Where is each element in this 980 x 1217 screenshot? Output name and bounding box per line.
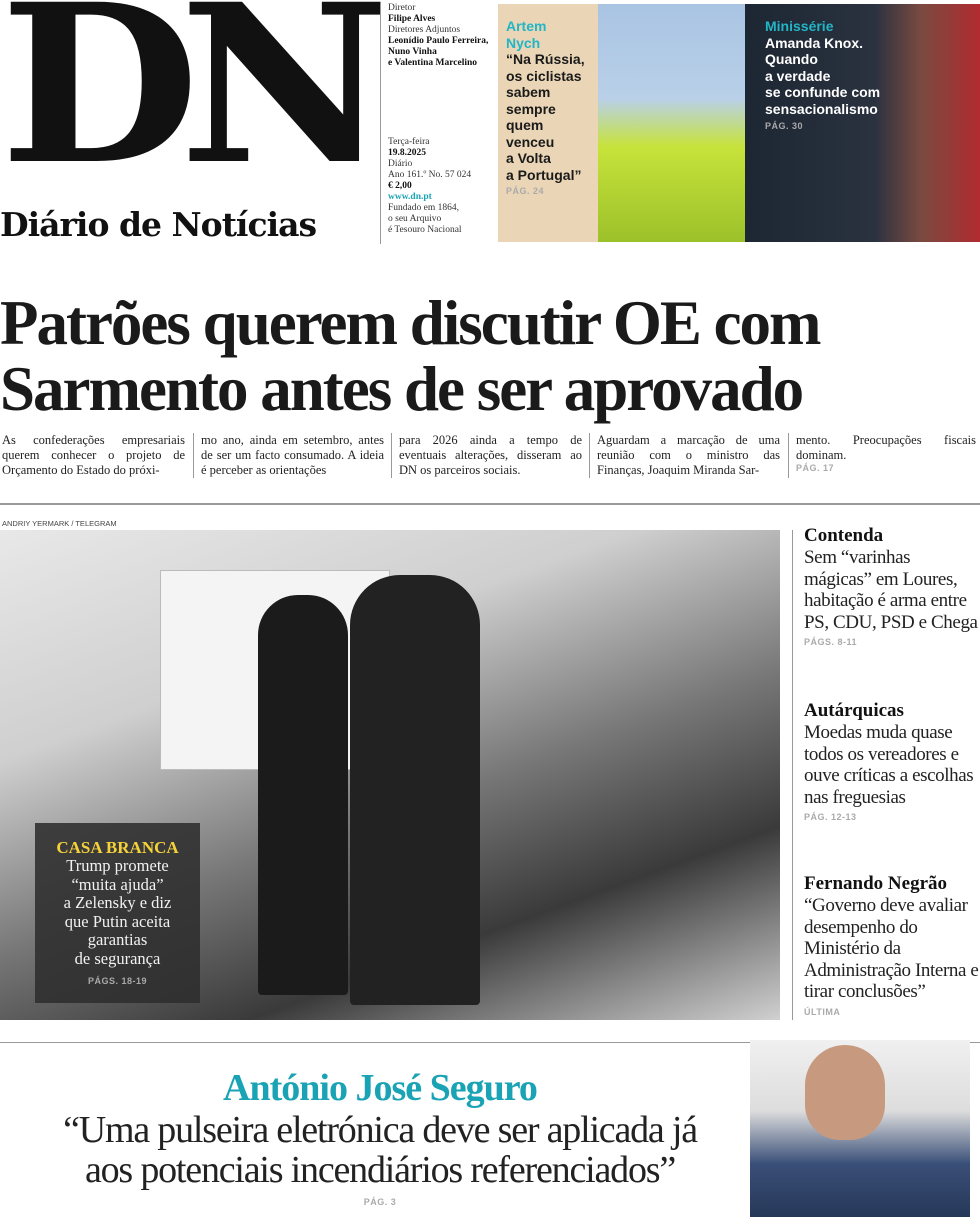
cyclist-photo: [598, 4, 745, 242]
issue-number: Ano 161.º No. 57 024: [388, 170, 472, 180]
founded-line: Fundado em 1864,: [388, 203, 459, 213]
sidebar-story[interactable]: [804, 525, 980, 647]
lede-column: mo ano, ainda em setembro, antes de ser um facto consumado. A ideia é perceber as orientações: [201, 433, 384, 477]
promo-text: venceu: [506, 133, 555, 150]
story-text: Sem “varinhas mágicas” em Loures, habitação é arma entre PS, CDU, PSD e Chega: [804, 547, 978, 633]
promo-kicker: Minissérie: [765, 18, 834, 34]
sidebar-story[interactable]: [804, 873, 980, 1017]
headline-line: Sarmento antes de ser aprovado: [0, 354, 803, 424]
caption-text: que Putin aceita: [64, 911, 171, 931]
sidebar-story[interactable]: [804, 700, 980, 822]
promo-text: quem: [506, 117, 544, 133]
divider: [193, 433, 194, 478]
logo-name: Diário de Notícias: [0, 205, 317, 244]
quote-line: “Uma pulseira eletrónica deve ser aplicada já: [63, 1109, 697, 1151]
founded-line: o seu Arquivo: [388, 214, 442, 224]
photo-caption-box[interactable]: [35, 823, 200, 1003]
weekday: Terça-feira: [388, 137, 430, 147]
person-silhouette: [350, 575, 480, 1005]
page-ref: PÁG. 12-13: [804, 812, 857, 822]
website-link[interactable]: www.dn.pt: [388, 192, 432, 202]
lede-column: para 2026 ainda a tempo de eventuais alterações, disseram ao DN os parceiros sociais.: [399, 433, 582, 477]
divider: [391, 433, 392, 478]
promo-text: “Na Rússia,: [506, 51, 585, 67]
deputy: e Valentina Marcelino: [388, 58, 478, 68]
caption-text: “muita ajuda”: [71, 874, 164, 894]
section-rule: [0, 503, 980, 505]
page-ref: PÁGS. 8-11: [804, 637, 858, 647]
caption-text: a Zelensky e diz: [63, 893, 172, 912]
divider: [792, 530, 793, 1020]
edition-box: [388, 137, 496, 236]
photo-credit: ANDRIY YERMARK / TELEGRAM: [2, 519, 117, 528]
page-ref: PÁG. 3: [363, 1197, 397, 1207]
promo-amanda-knox[interactable]: [745, 4, 980, 242]
page-ref: PÁG. 30: [765, 121, 804, 131]
price: € 2,00: [388, 181, 412, 191]
date: 19.8.2025: [388, 148, 426, 158]
headline-line: Patrões querem discutir OE com: [0, 288, 820, 358]
caption-text: Trump promete: [66, 856, 169, 875]
divider: [788, 433, 789, 478]
interview-quote: [0, 1110, 760, 1190]
lede-column: mento. Preocupações fiscais dominam.: [796, 433, 976, 462]
lead-headline[interactable]: [0, 290, 980, 422]
deputies-label: Diretores Adjuntos: [388, 25, 461, 35]
lede-column: As confederações empresariais querem conhecer o projeto de Orçamento do Estado do próxi-: [2, 433, 185, 477]
story-title: Autárquicas: [804, 700, 904, 721]
page-ref: PÁG. 24: [506, 186, 545, 196]
promo-text: se confunde com: [765, 84, 881, 100]
person-head: [805, 1045, 885, 1140]
story-title: Contenda: [804, 525, 884, 546]
story-text: “Governo deve avaliar desempenho do Ministério da Administração Interna e tirar conclusões”: [804, 895, 979, 1002]
director: Filipe Alves: [388, 14, 436, 24]
promo-text: Amanda Knox.: [765, 34, 864, 51]
staff-box: [388, 3, 496, 69]
divider: [380, 4, 381, 244]
promo-text: os ciclistas: [506, 67, 582, 84]
deputy: Nuno Vinha: [388, 47, 437, 57]
page-ref: PÁGS. 18-19: [87, 976, 148, 986]
promo-text: sabem: [506, 84, 551, 100]
promo-text: sempre: [506, 100, 556, 117]
story-text: Moedas muda quase todos os vereadores e ouve críticas a escolhas nas freguesias: [804, 722, 974, 808]
caption-text: garantias: [87, 930, 148, 949]
story-title: Fernando Negrão: [804, 873, 948, 894]
quote-line: aos potenciais incendiários referenciados”: [84, 1149, 676, 1191]
page-ref: ÚLTIMA: [804, 1006, 841, 1017]
promo-text: sensacionalismo: [765, 100, 878, 117]
page-ref: PÁG. 17: [796, 463, 835, 473]
deputy: Leonídio Paulo Ferreira,: [388, 36, 489, 46]
promo-text: a verdade: [765, 67, 831, 84]
lede-column: Aguardam a marcação de uma reunião com o ministro das Finanças, Joaquim Miranda Sar-: [597, 433, 780, 477]
caption-kicker: CASA BRANCA: [56, 838, 179, 857]
promo-artem-nych[interactable]: [498, 4, 598, 242]
founded-line: é Tesouro Nacional: [388, 225, 462, 235]
promo-kicker: Nych: [506, 34, 541, 51]
person-silhouette: [258, 595, 348, 995]
interview-name[interactable]: António José Seguro: [223, 1067, 537, 1109]
divider: [589, 433, 590, 478]
promo-text: a Portugal”: [506, 166, 582, 183]
director-label: Diretor: [388, 3, 416, 13]
logo[interactable]: DN: [0, 0, 370, 214]
promo-text: Quando: [765, 51, 818, 67]
caption-text: de segurança: [74, 948, 161, 968]
promo-text: a Volta: [506, 150, 551, 166]
promo-kicker: Artem: [506, 18, 547, 34]
frequency: Diário: [388, 159, 413, 169]
